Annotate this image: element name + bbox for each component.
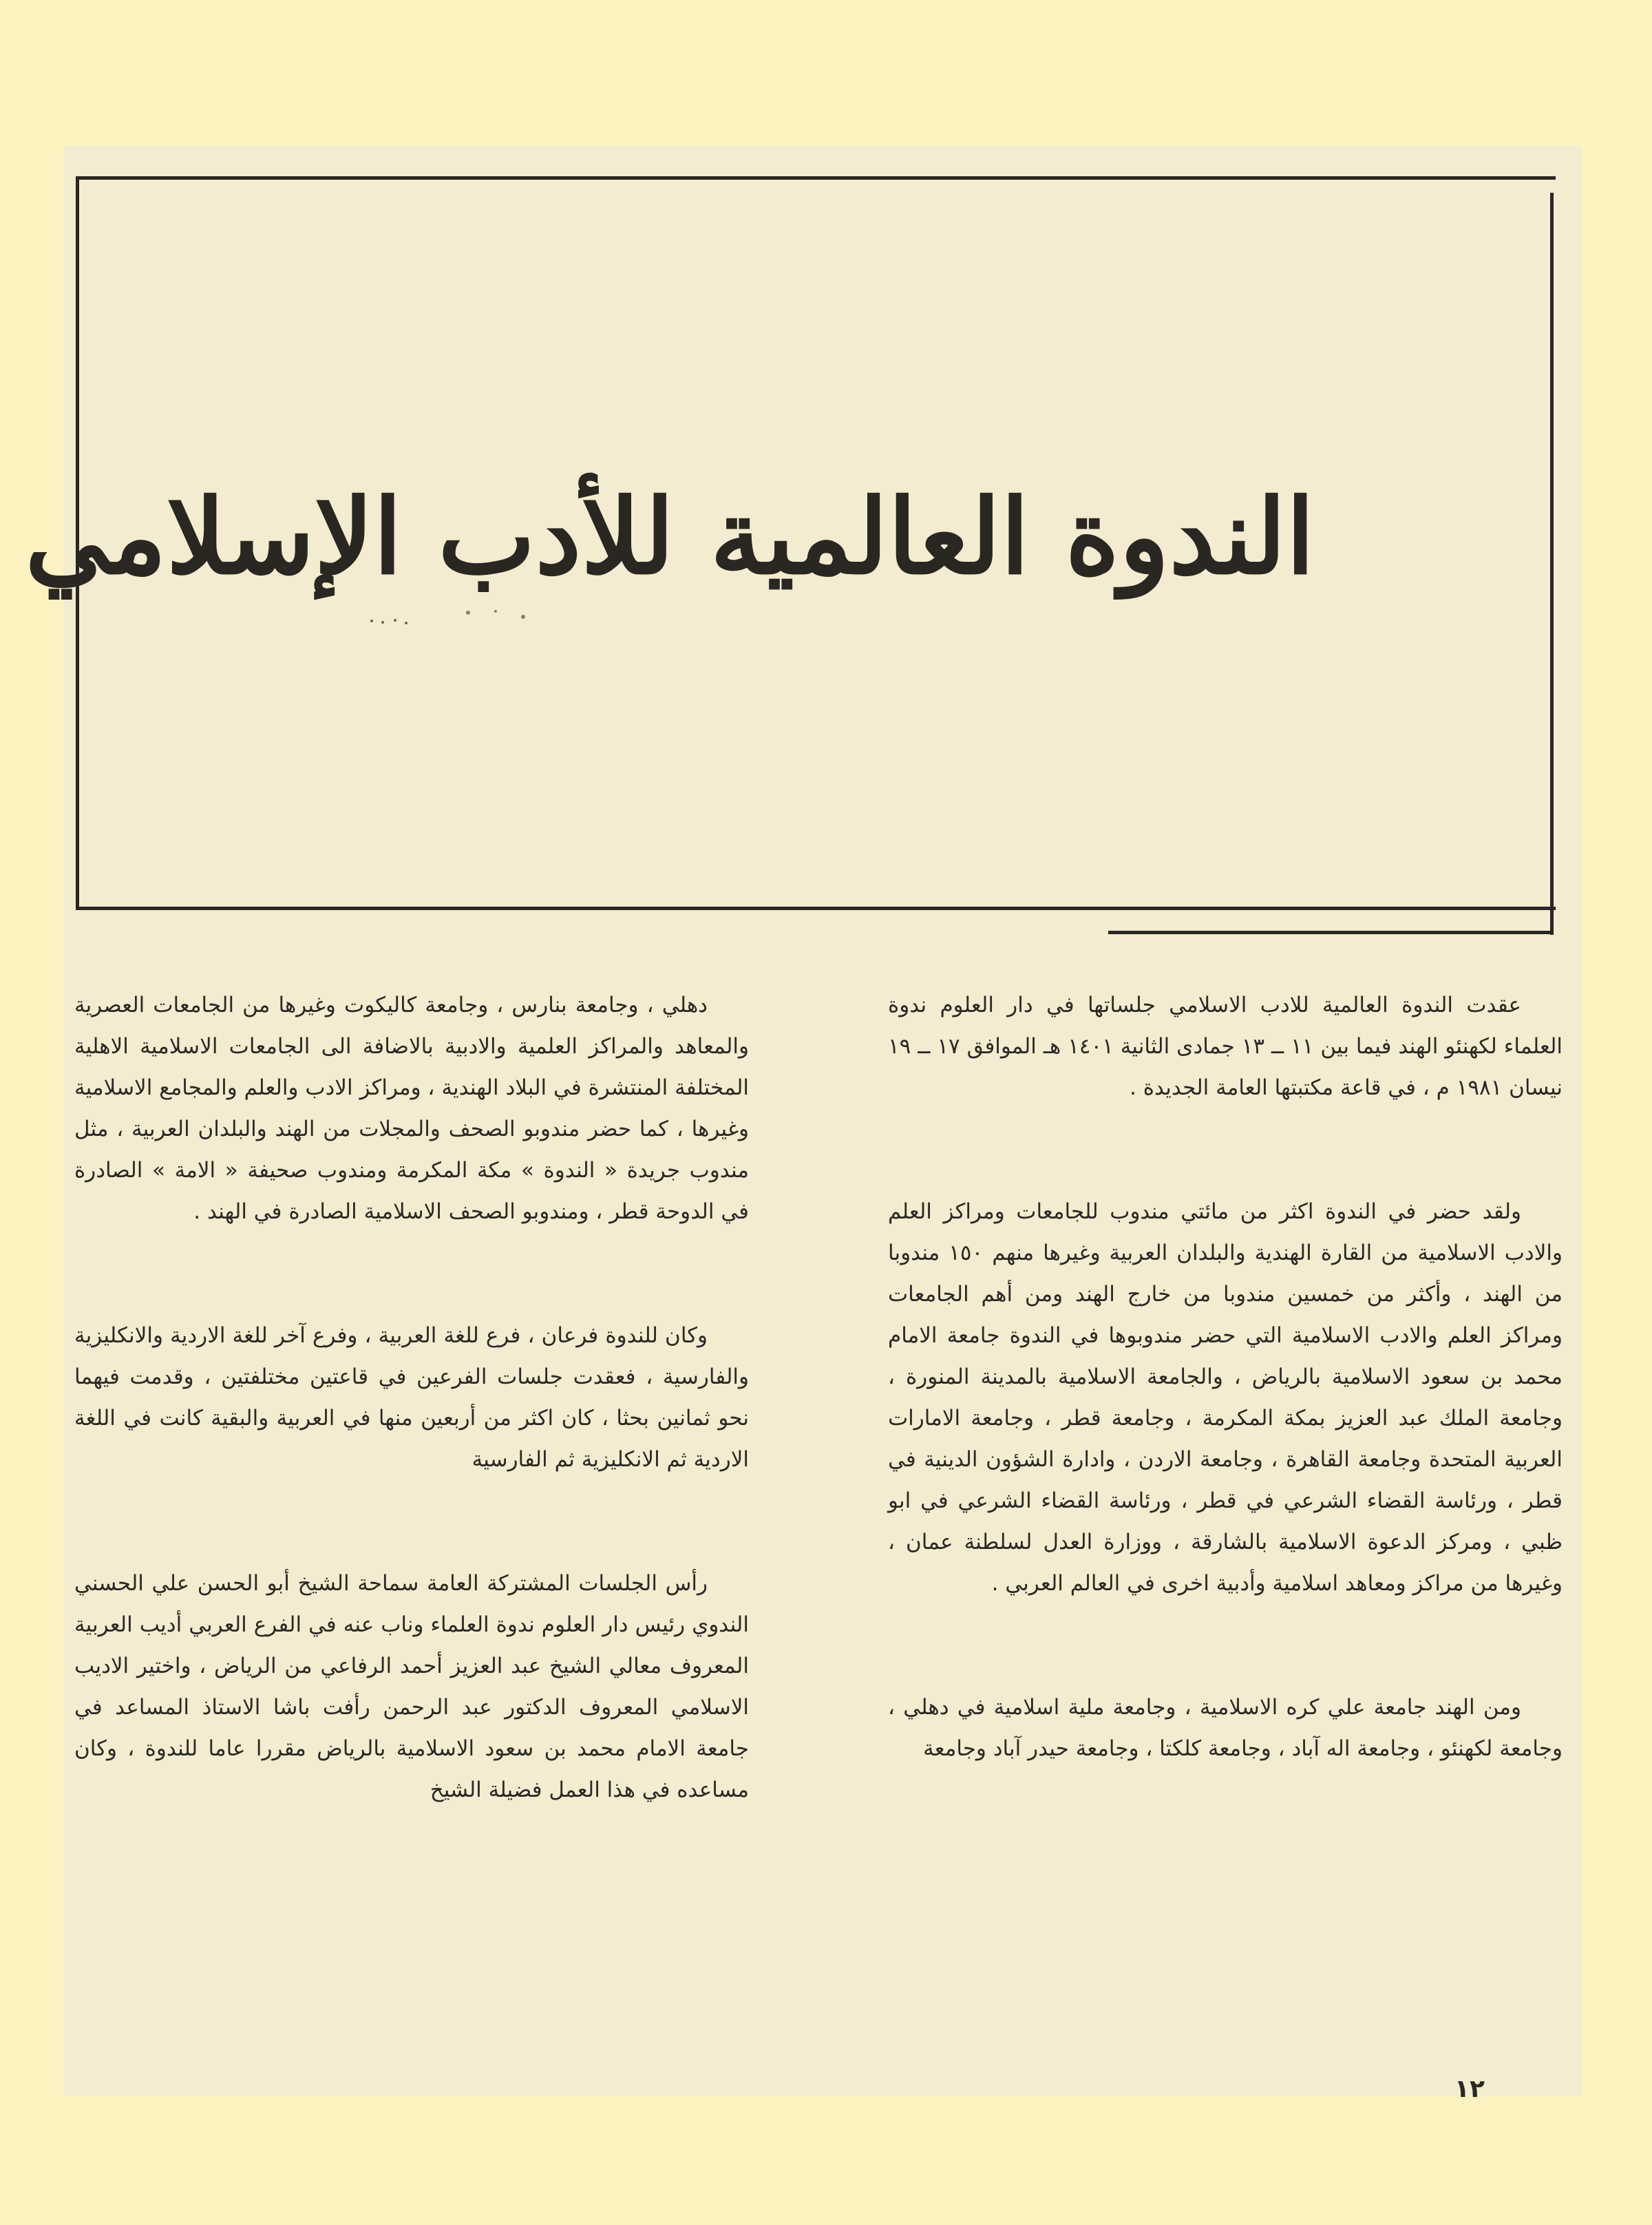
paragraph: وكان للندوة فرعان ، فرع للغة العربية ، وفرع آخر للغة الاردية والانكليزية والفارسية ، فعقدت جلسات الفرعين في قاعتين مختلفتين ، وقدمت فيهما نحو ثمانين بحثا ، كان اكثر من أربعين منها في العربية والبقية كانت في اللغة الاردية ثم الانكليزية ثم الفارسية [74, 1323, 749, 1472]
right-column [888, 984, 1563, 1769]
left-column [74, 984, 749, 1811]
paragraph: ولقد حضر في الندوة اكثر من مائتي مندوب للجامعات ومراكز العلم والادب الاسلامية من القارة الهندية والبلدان العربية وغيرها منهم ١٥٠ مندوبا من الهند ، وأكثر من خمسين مندوبا من خارج الهند ومن أهم الجامعات ومراكز العلم والادب الاسلامية التي حضر مندوبوها في الندوة جامعة الامام محمد بن سعود الاسلامية بالرياض ، والجامعة الاسلامية بالمدينة المنورة ، وجامعة الملك عبد العزيز بمكة المكرمة ، وجامعة قطر ، وجامعة الامارات العربية المتحدة وجامعة القاهرة ، وجامعة الاردن ، وادارة الشؤون الدينية في قطر ، ورئاسة القضاء الشرعي في قطر ، ورئاسة القضاء الشرعي في ابو ظبي ، ومركز الدعوة الاسلامية بالشارقة ، ووزارة العدل لسلطنة عمان ، وغيرها من مراكز ومعاهد اسلامية وأدبية اخرى في العالم العربي . [888, 1199, 1563, 1596]
page-number: ١٢ [1454, 2075, 1485, 2103]
ink-specks [365, 606, 571, 633]
paragraph: دهلي ، وجامعة بنارس ، وجامعة كاليكوت وغيرها من الجامعات العصرية والمعاهد والمراكز العلمية والادبية بالاضافة الى الجامعات الاسلامية الاهلية المختلفة المنتشرة في البلاد الهندية ، ومراكز الادب والعلم والمجامع الاسلامية وغيرها ، كما حضر مندوبو الصحف والمجلات من الهند والبلدان العربية ، مثل مندوب جريدة « الندوة » مكة المكرمة ومندوب صحيفة « الامة » الصادرة في الدوحة قطر ، ومندوبو الصحف الاسلامية الصادرة في الهند . [74, 993, 749, 1224]
title-frame-right-rule [1550, 193, 1554, 935]
page-title: الندوة العالمية للأدب الإسلامي [25, 476, 1315, 598]
paragraph: عقدت الندوة العالمية للادب الاسلامي جلساتها في دار العلوم ندوة العلماء لكهنئو الهند فيما بين ١١ ــ ١٣ جمادى الثانية ١٤٠١ هـ الموافق ١٧ ــ ١٩ نيسان ١٩٨١ م ، في قاعة مكتبتها العامة الجديدة . [888, 993, 1563, 1100]
paragraph: رأس الجلسات المشتركة العامة سماحة الشيخ أبو الحسن علي الحسني الندوي رئيس دار العلوم ندوة العلماء وناب عنه في الفرع العربي أديب العربية المعروف معالي الشيخ عبد العزيز أحمد الرفاعي من الرياض ، واختير الاديب الاسلامي المعروف الدكتور عبد الرحمن رأفت باشا الاستاذ المساعد في جامعة الامام محمد بن سعود الاسلامية بالرياض مقررا عاما للندوة ، وكان مساعده في هذا العمل فضيلة الشيخ [74, 1571, 749, 1802]
paragraph: ومن الهند جامعة علي كره الاسلامية ، وجامعة ملية اسلامية في دهلي ، وجامعة لكهنئو ، وجامعة اله آباد ، وجامعة كلكتا ، وجامعة حيدر آباد وجامعة [888, 1695, 1563, 1761]
title-underline [1108, 931, 1553, 934]
